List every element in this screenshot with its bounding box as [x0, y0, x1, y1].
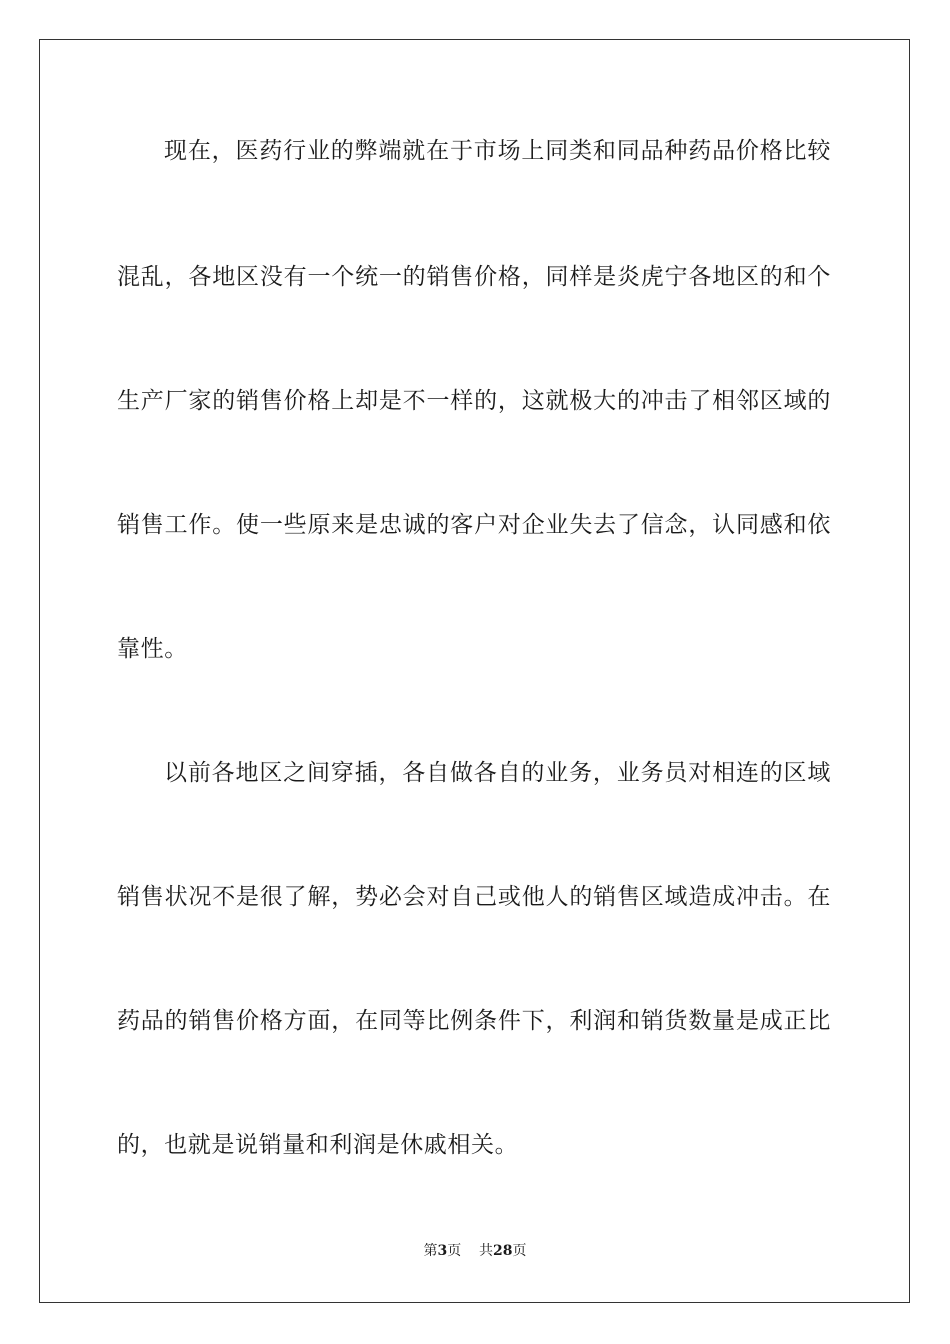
- footer-page-suffix: 页: [447, 1243, 462, 1259]
- paragraph-2-line-2: 销售状况不是很了解，势必会对自己或他人的销售区域造成冲击。在: [117, 884, 831, 910]
- paragraph-2-line-4: 的，也就是说销量和利润是休戚相关。: [117, 1132, 519, 1158]
- paragraph-1-line-3: 生产厂家的销售价格上却是不一样的，这就极大的冲击了相邻区域的: [117, 388, 831, 414]
- footer-total-suffix: 页: [512, 1243, 527, 1259]
- footer-page-number: 3: [437, 1243, 448, 1259]
- footer-total-prefix: 共: [479, 1243, 494, 1259]
- page-footer: [0, 1242, 950, 1260]
- page-border: [39, 39, 910, 1303]
- footer-total-pages: 28: [493, 1243, 513, 1259]
- paragraph-2-line-1: 以前各地区之间穿插，各自做各自的业务，业务员对相连的区域: [164, 760, 831, 786]
- paragraph-1-line-1: 现在，医药行业的弊端就在于市场上同类和同品种药品价格比较: [164, 138, 831, 164]
- paragraph-1-line-2: 混乱，各地区没有一个统一的销售价格，同样是炎虎宁各地区的和个: [117, 264, 831, 290]
- paragraph-2-line-3: 药品的销售价格方面，在同等比例条件下，利润和销货数量是成正比: [117, 1008, 831, 1034]
- paragraph-1-line-4: 销售工作。使一些原来是忠诚的客户对企业失去了信念，认同感和依: [117, 512, 831, 538]
- paragraph-1-line-5: 靠性。: [117, 636, 188, 662]
- footer-page-prefix: 第: [423, 1243, 438, 1259]
